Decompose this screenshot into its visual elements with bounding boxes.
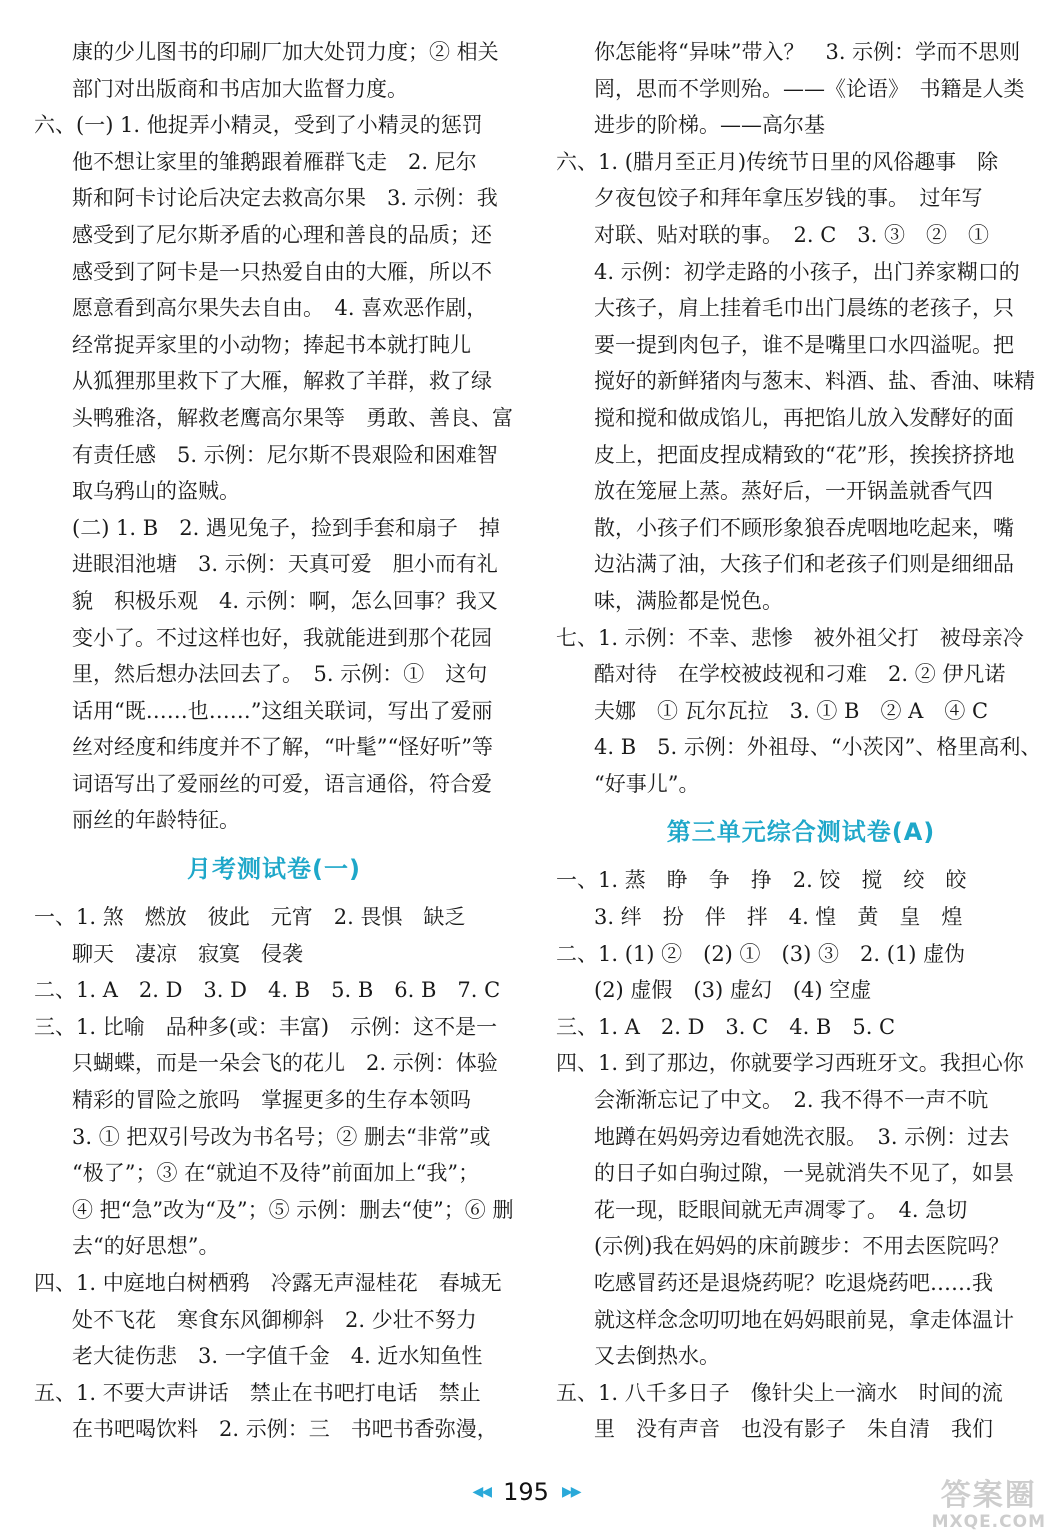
answer-line: 斯和阿卡讨论后决定去救高尔果 3. 示例：我 bbox=[72, 186, 498, 211]
page-footer bbox=[0, 1478, 1052, 1506]
answer-line: 夫娜 ① 瓦尔瓦拉 3. ① B ② A ④ C bbox=[594, 698, 989, 723]
answer-line: 放在笼屉上蒸。蒸好后，一开锅盖就香气四 bbox=[594, 479, 993, 504]
answer-line: 进眼泪池塘 3. 示例：天真可爱 胆小而有礼 bbox=[72, 552, 498, 577]
answer-line: 变小了。不过这样也好，我就能进到那个花园 bbox=[72, 625, 492, 650]
section-heading-monthly-test: 月考测试卷(一) bbox=[187, 855, 361, 884]
answer-line: 六、(一) 1. 他捉弄小精灵，受到了小精灵的惩罚 bbox=[34, 113, 483, 138]
answer-line: 康的少儿图书的印刷厂加大处罚力度；② 相关 bbox=[72, 40, 499, 64]
answer-line: 感受到了阿卡是一只热爱自由的大雁，所以不 bbox=[72, 259, 492, 284]
answer-line: 三、1. A 2. D 3. C 4. B 5. C bbox=[556, 1014, 896, 1039]
answer-line: 又去倒热水。 bbox=[594, 1344, 720, 1369]
answer-line: 要一提到肉包子，谁不是嘴里口水四溢呢。把 bbox=[594, 332, 1014, 357]
answer-line: 他不想让家里的雏鹅跟着雁群飞走 2. 尼尔 bbox=[72, 149, 477, 174]
watermark-logo bbox=[932, 1480, 1046, 1532]
answer-line: 味，满脸都是悦色。 bbox=[594, 588, 783, 613]
answer-line: 愿意看到高尔果失去自由。 4. 喜欢恶作剧， bbox=[72, 296, 488, 321]
answer-line: 从狐狸那里救下了大雁，解救了羊群，救了绿 bbox=[72, 369, 492, 394]
answer-line: 酷对待 在学校被歧视和刁难 2. ② 伊凡诺 bbox=[594, 662, 1006, 687]
left-answers-top bbox=[34, 34, 514, 839]
answer-line: 4. B 5. 示例：外祖母、“小茨冈”、格里高利、 bbox=[594, 735, 1042, 760]
answer-line: “好事儿”。 bbox=[594, 771, 700, 796]
answer-line: 只蝴蝶，而是一朵会飞的花儿 2. 示例：体验 bbox=[72, 1051, 498, 1076]
answer-line: “极了”；③ 在“就迫不及待”前面加上“我”； bbox=[72, 1161, 480, 1186]
answer-line: 聊天 凄凉 寂寞 侵袭 bbox=[72, 941, 303, 966]
section-heading-unit3-test: 第三单元综合测试卷(A) bbox=[666, 818, 936, 847]
answer-line: 处不飞花 寒食东风御柳斜 2. 少壮不努力 bbox=[72, 1307, 477, 1332]
answer-line: 取乌鸦山的盗贼。 bbox=[72, 479, 240, 504]
answer-line: 部门对出版商和书店加大监督力度。 bbox=[72, 76, 408, 101]
answer-line: 丝对经度和纬度并不了解，“叶髦”“怪好听”等 bbox=[72, 735, 493, 760]
answer-line: 在书吧喝饮料 2. 示例：三 书吧书香弥漫， bbox=[72, 1417, 498, 1442]
answer-line: 二、1. A 2. D 3. D 4. B 5. B 6. B 7. C bbox=[34, 978, 501, 1003]
answer-line: 四、1. 中庭地白树栖鸦 冷露无声湿桂花 春城无 bbox=[34, 1271, 502, 1295]
answer-line: 精彩的冒险之旅吗 掌握更多的生存本领吗 bbox=[72, 1088, 471, 1113]
next-arrows-icon: ▶▶ bbox=[562, 1484, 580, 1500]
answer-line: 三、1. 比喻 品种多(或：丰富) 示例：这不是一 bbox=[34, 1014, 498, 1039]
answer-line: 丽丝的年龄特征。 bbox=[72, 808, 240, 833]
answer-line: 貌 积极乐观 4. 示例：啊，怎么回事？我又 bbox=[72, 588, 498, 613]
answer-line: 里 没有声音 也没有影子 朱自清 我们 bbox=[594, 1417, 993, 1442]
answer-line: 话用“既……也……”这组关联词，写出了爱丽 bbox=[72, 698, 493, 723]
prev-arrows-icon: ◀◀ bbox=[472, 1484, 490, 1500]
answer-line: 头鸭雅洛，解救老鹰高尔果等 勇敢、善良、富 bbox=[72, 405, 513, 430]
answer-line: (二) 1. B 2. 遇见兔子，捡到手套和扇子 掉 bbox=[72, 515, 500, 540]
answer-line: 五、1. 不要大声讲话 禁止在书吧打电话 禁止 bbox=[34, 1380, 481, 1405]
answer-line: 的日子如白驹过隙，一晃就消失不见了，如昙 bbox=[594, 1161, 1014, 1186]
answer-line: 散，小孩子们不顾形象狼吞虎咽地吃起来，嘴 bbox=[594, 515, 1014, 540]
page-number: 195 bbox=[503, 1478, 549, 1506]
answer-line: 五、1. 八千多日子 像针尖上一滴水 时间的流 bbox=[556, 1380, 1003, 1405]
answer-line: 一、1. 煞 燃放 彼此 元宵 2. 畏惧 缺乏 bbox=[34, 905, 466, 930]
answer-line: 对联、贴对联的事。 2. C 3. ③ ② ① bbox=[594, 222, 989, 247]
answer-line: 大孩子，肩上挂着毛巾出门晨练的老孩子，只 bbox=[594, 296, 1014, 321]
answer-line: 词语写出了爱丽丝的可爱，语言通俗，符合爱 bbox=[72, 771, 492, 796]
answer-line: 感受到了尼尔斯矛盾的心理和善良的品质；还 bbox=[72, 222, 492, 247]
left-answers-bottom bbox=[34, 899, 514, 1448]
answer-line: 3. 绊 扮 伴 拌 4. 惶 黄 皇 煌 bbox=[594, 905, 963, 930]
answer-line: 皮上，把面皮捏成精致的“花”形，挨挨挤挤地 bbox=[594, 442, 1015, 467]
answer-line: 二、1. (1) ② (2) ① (3) ③ 2. (1) 虚伪 bbox=[556, 941, 966, 966]
answer-line: 进步的阶梯。——高尔基 bbox=[594, 113, 825, 138]
answer-line: 花一现，眨眼间就无声凋零了。 4. 急切 bbox=[594, 1197, 968, 1222]
answer-line: 经常捉弄家里的小动物；捧起书本就打盹儿 bbox=[72, 332, 471, 357]
answer-line: (示例)我在妈妈的床前踱步：不用去医院吗？ bbox=[594, 1234, 1010, 1259]
answer-line: 会渐渐忘记了中文。 2. 我不得不一声不吭 bbox=[594, 1088, 989, 1113]
answer-line: 四、1. 到了那边，你就要学习西班牙文。我担心你 bbox=[556, 1051, 1024, 1076]
right-answers-top bbox=[556, 34, 1046, 802]
answer-line: 夕夜包饺子和拜年拿压岁钱的事。 过年写 bbox=[594, 186, 983, 211]
answer-line: 3. ① 把双引号改为书名号；② 删去“非常”或 bbox=[72, 1124, 491, 1149]
watermark-url: MXQE.COM bbox=[931, 1512, 1046, 1532]
answer-line: 吃感冒药还是退烧药呢？吃退烧药吧……我 bbox=[594, 1271, 993, 1295]
right-column bbox=[556, 34, 1046, 1448]
watermark-title: 答案圈 bbox=[940, 1478, 1037, 1513]
answer-line: 就这样念念叨叨地在妈妈眼前晃，拿走体温计 bbox=[594, 1307, 1014, 1332]
answer-line: 七、1. 示例：不幸、悲惨 被外祖父打 被母亲冷 bbox=[556, 625, 1024, 650]
answer-line: 你怎能将“异味”带入？ 3. 示例：学而不思则 bbox=[594, 40, 1021, 64]
right-answers-bottom bbox=[556, 862, 1046, 1448]
answer-line: 罔，思而不学则殆。——《论语》 书籍是人类 bbox=[594, 76, 1025, 101]
answer-line: 地蹲在妈妈旁边看她洗衣服。 3. 示例：过去 bbox=[594, 1124, 1010, 1149]
left-column bbox=[34, 34, 514, 1448]
answer-line: 搅和搅和做成馅儿，再把馅儿放入发酵好的面 bbox=[594, 405, 1014, 430]
answer-line: 边沾满了油，大孩子们和老孩子们则是细细品 bbox=[594, 552, 1014, 577]
answer-line: 4. 示例：初学走路的小孩子，出门养家糊口的 bbox=[594, 259, 1020, 284]
answer-line: 搅好的新鲜猪肉与葱末、料酒、盐、香油、味精 bbox=[594, 369, 1035, 394]
answer-line: 一、1. 蒸 睁 争 挣 2. 饺 搅 绞 皎 bbox=[556, 868, 967, 893]
answer-line: 有责任感 5. 示例：尼尔斯不畏艰险和困难智 bbox=[72, 442, 498, 467]
answer-line: 去“的好思想”。 bbox=[72, 1234, 220, 1259]
answer-line: ④ 把“急”改为“及”；⑤ 示例：删去“使”；⑥ 删 bbox=[72, 1197, 514, 1222]
answer-line: 里，然后想办法回去了。 5. 示例：① 这句 bbox=[72, 662, 488, 687]
answer-line: 老大徒伤悲 3. 一字值千金 4. 近水知鱼性 bbox=[72, 1344, 483, 1369]
answer-line: 六、1. (腊月至正月)传统节日里的风俗趣事 除 bbox=[556, 149, 999, 174]
answer-line: (2) 虚假 (3) 虚幻 (4) 空虚 bbox=[594, 978, 872, 1003]
